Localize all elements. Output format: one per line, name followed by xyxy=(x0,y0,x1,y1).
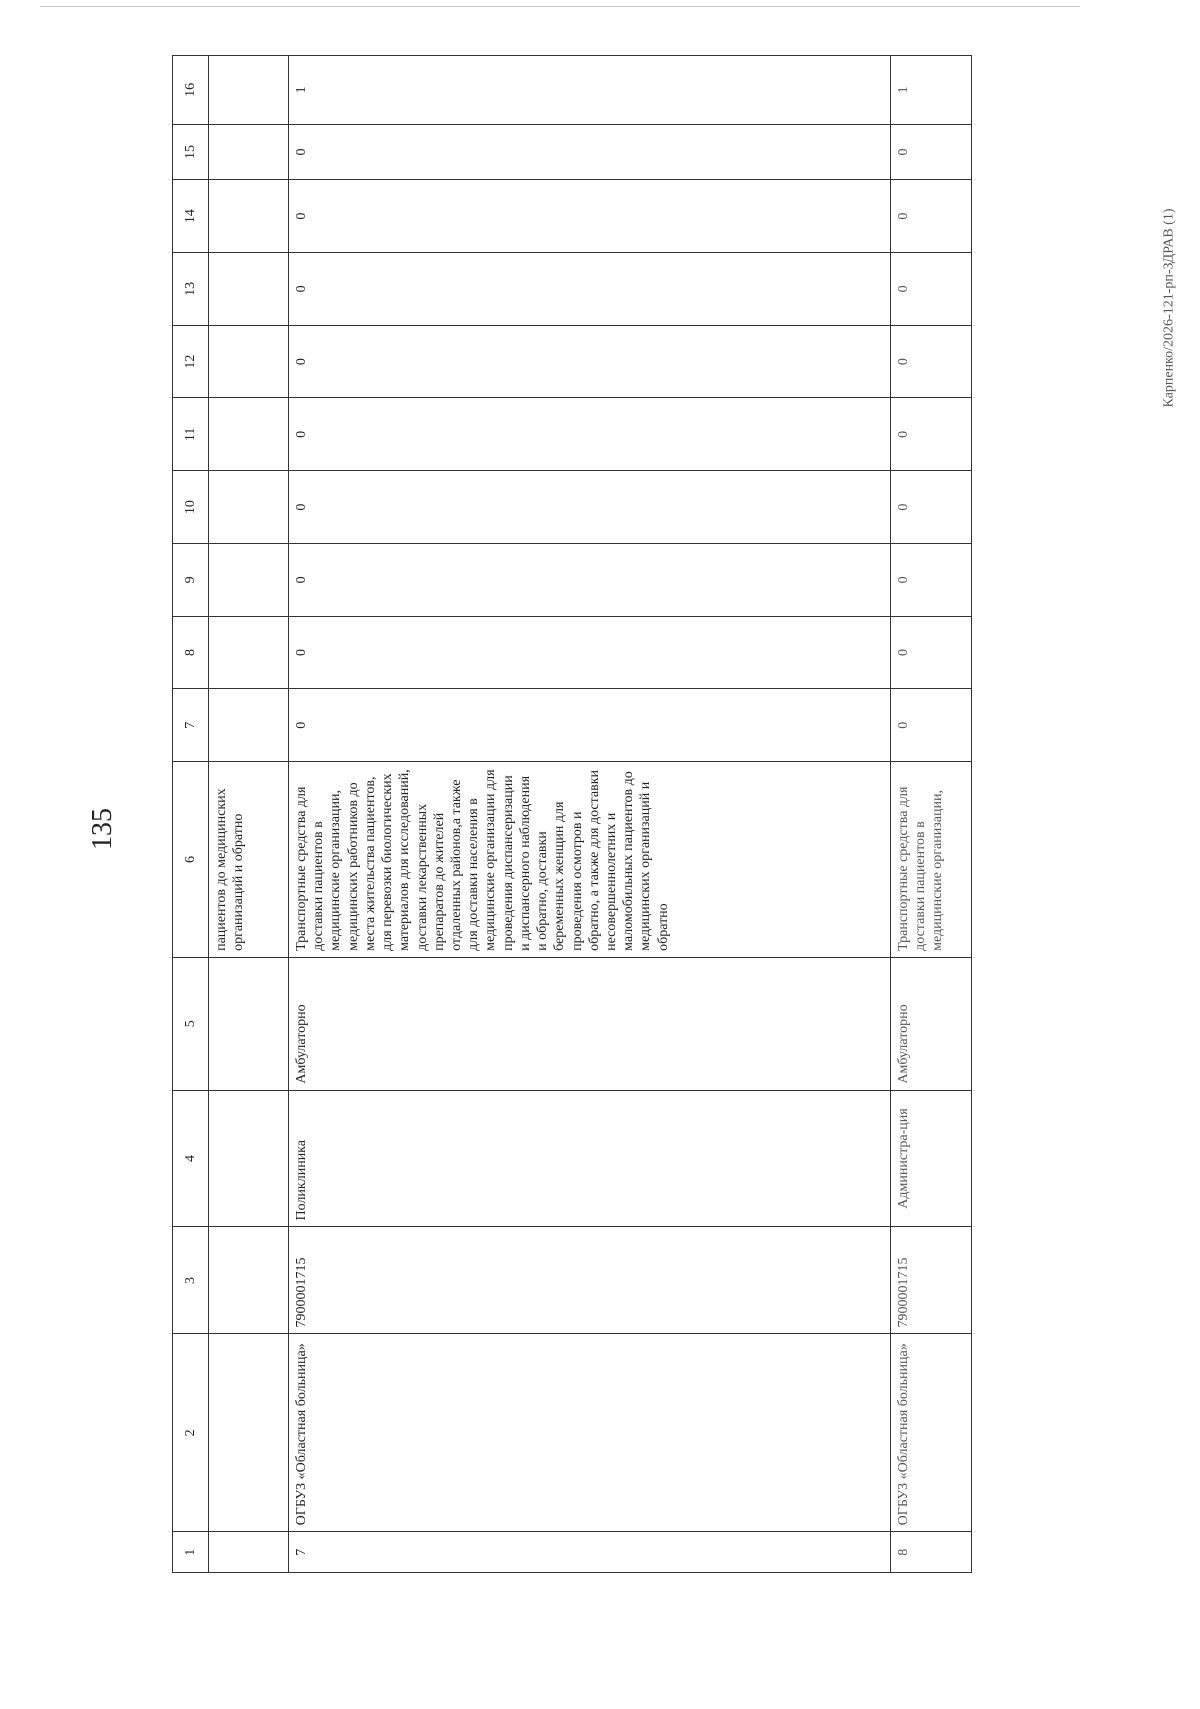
cell-value: 0 xyxy=(891,543,972,616)
column-header: 15 xyxy=(173,124,209,180)
column-header: 16 xyxy=(173,56,209,125)
cell-value: 0 xyxy=(891,124,972,180)
column-header: 4 xyxy=(173,1090,209,1227)
column-header: 2 xyxy=(173,1334,209,1532)
column-header: 12 xyxy=(173,325,209,398)
cell-code: 7900001715 xyxy=(891,1227,972,1334)
cell-value: 0 xyxy=(891,689,972,762)
column-header: 3 xyxy=(173,1227,209,1334)
top-rule xyxy=(40,6,1080,7)
cell-purpose: Транспортные средства для доставки пациентов в медицинские организации, xyxy=(891,762,972,958)
cell-value: 1 xyxy=(891,56,972,125)
table-row xyxy=(289,56,891,1573)
cell-value: 0 xyxy=(289,180,891,253)
table-container xyxy=(172,55,972,1573)
column-header: 13 xyxy=(173,253,209,326)
cell-purpose: Транспортные средства для доставки пациентов в медицинские организации, медицинских работников до места жительства пациентов, для перевозки биологических материалов для исследований, доставки лекарственных препаратов до жителей отдаленных районов,а также для доставки населения в медицинские организации для проведения диспансеризации и диспансерного наблюдения и обратно, доставки беременных женщин для проведения осмотров и обратно, а также для доставки несовершеннолетних и маломобильных пациентов до медицинских организаций и обратно xyxy=(289,762,891,958)
cell-unit: Поликлиника xyxy=(289,1090,891,1227)
column-header: 14 xyxy=(173,180,209,253)
column-header: 6 xyxy=(173,762,209,958)
column-header: 1 xyxy=(173,1532,209,1573)
cell-value: 0 xyxy=(289,471,891,544)
table-row-continuation xyxy=(209,56,289,1573)
column-header: 11 xyxy=(173,398,209,471)
cell-value: 1 xyxy=(289,56,891,125)
cell-value: 0 xyxy=(891,180,972,253)
cell-row-number: 8 xyxy=(891,1532,972,1573)
document-code: Карпенко/2026-121-рп-ЗДРАВ (1) xyxy=(1161,208,1177,408)
cell-value: 0 xyxy=(289,124,891,180)
cell-value: 0 xyxy=(289,543,891,616)
column-header: 8 xyxy=(173,616,209,689)
cell-organization: ОГБУЗ «Областная больница» xyxy=(891,1334,972,1532)
column-header: 5 xyxy=(173,957,209,1090)
cell-row-number: 7 xyxy=(289,1532,891,1573)
cell-care-type: Амбулаторно xyxy=(891,957,972,1090)
cell-value: 0 xyxy=(891,253,972,326)
table-row xyxy=(891,56,972,1573)
column-header: 10 xyxy=(173,471,209,544)
page-number: 135 xyxy=(87,808,118,850)
cell-value: 0 xyxy=(289,253,891,326)
column-header: 7 xyxy=(173,689,209,762)
header-row xyxy=(173,56,209,1573)
cell-value: 0 xyxy=(891,398,972,471)
cell-value: 0 xyxy=(289,325,891,398)
cell-code: 7900001715 xyxy=(289,1227,891,1334)
cell-value: 0 xyxy=(289,616,891,689)
column-header: 9 xyxy=(173,543,209,616)
cell-value: 0 xyxy=(891,616,972,689)
cell-value: 0 xyxy=(891,471,972,544)
data-table xyxy=(172,55,972,1573)
cell-organization: ОГБУЗ «Областная больница» xyxy=(289,1334,891,1532)
cell-value: 0 xyxy=(289,689,891,762)
cell-value: 0 xyxy=(891,325,972,398)
cell-value: 0 xyxy=(289,398,891,471)
cell-unit: Администра-ция xyxy=(891,1090,972,1227)
cell-purpose: пациентов до медицинских организаций и обратно xyxy=(209,762,289,958)
cell-care-type: Амбулаторно xyxy=(289,957,891,1090)
